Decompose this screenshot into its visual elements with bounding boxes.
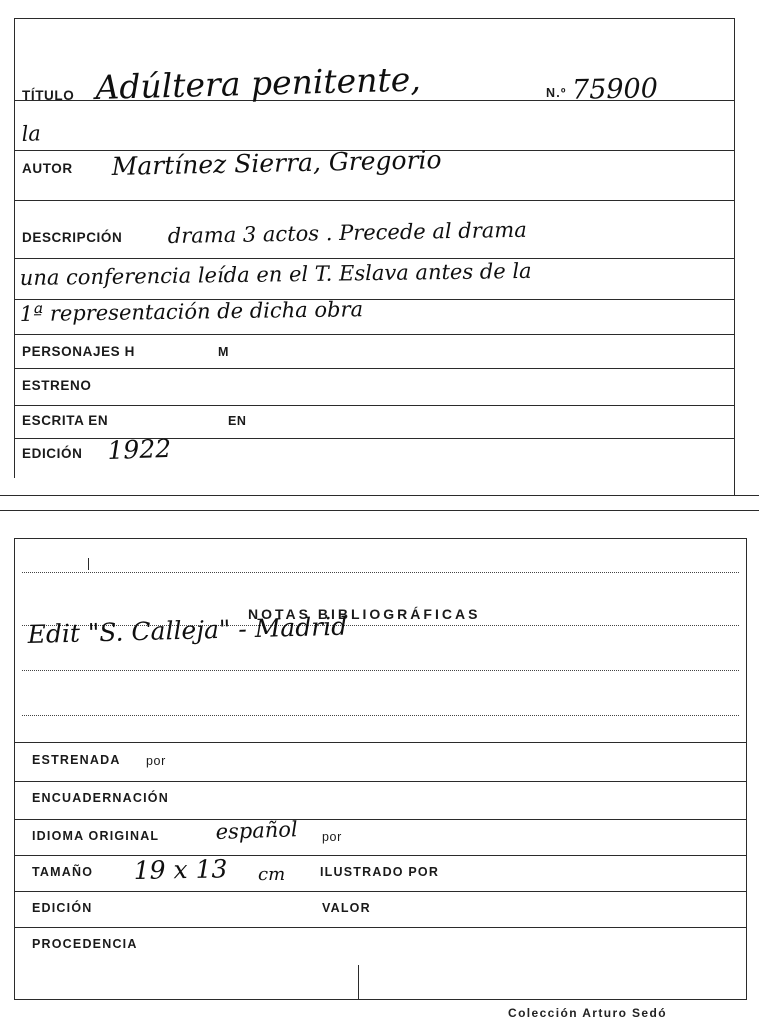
label-ilustrado-por: ILUSTRADO POR <box>320 865 440 879</box>
label-tamano: TAMAÑO <box>32 865 94 879</box>
tick-mark-top <box>88 558 89 570</box>
label-estrenada: ESTRENADA <box>32 753 121 767</box>
label-escrita-en: ESCRITA EN <box>22 413 109 428</box>
value-autor: Martínez Sierra, Gregorio <box>111 145 442 181</box>
label-estrenada-por: por <box>146 754 166 768</box>
card-front-right-border <box>734 18 735 496</box>
rule-idioma <box>14 819 747 820</box>
catalog-card-front <box>0 18 759 496</box>
card-back-left-border <box>14 538 15 1000</box>
rule-encuadernacion <box>14 781 747 782</box>
label-procedencia: PROCEDENCIA <box>32 937 138 951</box>
label-autor: AUTOR <box>22 161 73 176</box>
rule-note-2 <box>22 670 739 671</box>
label-estreno: ESTRENO <box>22 378 92 393</box>
card-back-right-border <box>746 538 747 1000</box>
catalog-card-back <box>0 510 759 1028</box>
label-numero: N.º <box>546 86 567 100</box>
label-encuadernacion: ENCUADERNACIÓN <box>32 791 169 805</box>
label-edicion: EDICIÓN <box>22 446 83 461</box>
rule-estrenada <box>14 742 747 743</box>
rule-edicion-back <box>14 891 747 892</box>
label-titulo: TÍTULO <box>22 88 75 103</box>
rule-tamano <box>14 855 747 856</box>
value-edicion: 1922 <box>106 433 172 465</box>
value-numero: 75900 <box>571 73 659 106</box>
rule-author <box>14 200 735 201</box>
rule-description-1 <box>14 258 735 259</box>
notes-title: NOTAS BIBLIOGRÁFICAS <box>248 606 481 622</box>
label-valor: VALOR <box>322 901 371 915</box>
rule-estreno <box>14 405 735 406</box>
label-idioma-original: IDIOMA ORIGINAL <box>32 829 160 843</box>
label-escrita-en-suffix: EN <box>228 414 247 428</box>
tick-mark-bottom <box>358 965 359 999</box>
card-back-bottom-border <box>14 999 747 1000</box>
collection-credit: Colección Arturo Sedó <box>508 1006 667 1020</box>
value-idioma-original: español <box>215 817 299 844</box>
label-descripcion: DESCRIPCIÓN <box>22 230 123 245</box>
label-edicion-back: EDICIÓN <box>32 901 93 915</box>
rule-personajes <box>14 368 735 369</box>
value-descripcion-line1: drama 3 actos . Precede al drama <box>167 217 527 248</box>
value-descripcion-line3: 1ª representación de dicha obra <box>19 297 364 326</box>
label-personajes-m: M <box>218 345 230 359</box>
rule-procedencia <box>14 927 747 928</box>
value-notas: Edit "S. Calleja" - Madrid <box>27 611 348 649</box>
label-personajes-h: PERSONAJES H <box>22 344 135 359</box>
value-tamano-unit: cm <box>258 864 286 885</box>
card-back-inner-top <box>14 538 747 539</box>
card-front-left-border <box>14 18 15 478</box>
label-idioma-por: por <box>322 830 342 844</box>
rule-description-3 <box>14 334 735 335</box>
value-descripcion-line2: una conferencia leída en el T. Eslava antes de la <box>19 258 532 290</box>
card-back-top-border <box>0 510 759 511</box>
value-titulo: Adúltera penitente, <box>94 59 422 107</box>
rule-note-3 <box>22 715 739 716</box>
card-front-top-border <box>14 18 735 19</box>
value-titulo-article: la <box>21 121 42 146</box>
value-tamano: 19 x 13 <box>133 854 228 885</box>
card-front-bottom-border <box>0 495 759 496</box>
rule-note-top <box>22 572 739 573</box>
